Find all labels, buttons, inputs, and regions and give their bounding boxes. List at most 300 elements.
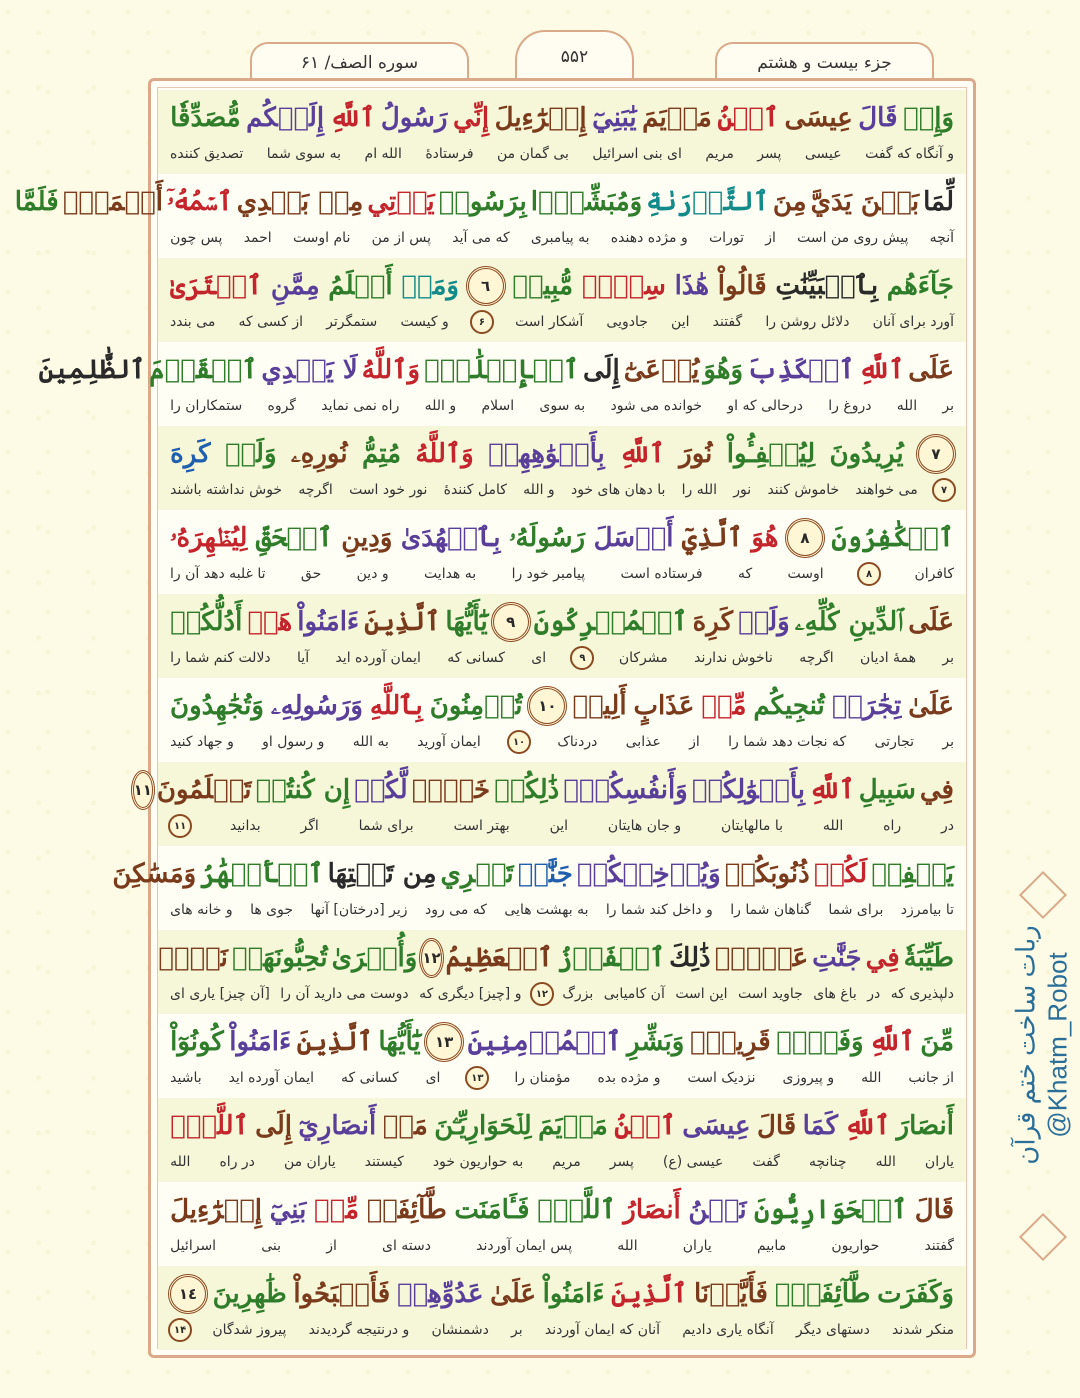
translation-word: از <box>326 1238 337 1254</box>
translation-word: بی گمان من <box>497 146 569 162</box>
arabic-text-row <box>168 1186 956 1234</box>
arabic-word: ٱلۡإِسۡلَٰمِۚ <box>424 355 579 385</box>
translation-word: دروغ را <box>828 398 872 414</box>
translation-word: آشکار است <box>515 314 584 330</box>
translation-word: برای شما <box>358 818 414 834</box>
ayah-number-marker-small: ۷ <box>932 478 956 502</box>
translation-word: منکر شدند <box>892 1322 954 1338</box>
ayah-number-marker: ١٢ <box>419 938 443 978</box>
arabic-word: ٱفۡتَرَىٰ <box>170 271 263 301</box>
translation-word: به پیامبری <box>530 230 590 246</box>
translation-word: و مژده دهنده <box>610 230 688 246</box>
translation-word: نام اوست <box>292 230 351 246</box>
arabic-word: وَمُبَشِّرَۢا <box>530 187 643 217</box>
translation-word: تجارتی <box>874 734 915 750</box>
verse-line <box>158 90 966 174</box>
arabic-word: أَنصَارِيٓ <box>298 1111 377 1141</box>
ayah-number-marker: ٩ <box>491 602 531 642</box>
translation-word: اگرچه <box>298 482 333 498</box>
arabic-word: وَمَسَٰكِنَ <box>112 859 197 889</box>
translation-word: به هدایت <box>424 566 477 582</box>
translation-word: خوانده می شود <box>610 398 703 414</box>
translation-word: کافران <box>914 566 954 582</box>
translation-word: همۀ ادیان <box>860 650 917 666</box>
translation-row <box>168 644 956 672</box>
translation-row <box>168 1316 956 1344</box>
translation-word: بر <box>942 650 954 666</box>
translation-word: الله <box>822 818 844 834</box>
translation-word: برای شما <box>828 902 884 918</box>
arabic-word: تُحِبُّونَهَاۖ <box>231 943 328 973</box>
arabic-word: تِجَٰرَةٖ <box>831 691 902 721</box>
arabic-word: تُؤۡمِنُونَ <box>429 691 523 721</box>
arabic-word: إِلَيۡكُم <box>246 103 325 133</box>
translation-word: دوست می دارید آن را <box>280 986 409 1002</box>
arabic-word: مُتِمُّ <box>361 439 402 469</box>
arabic-word: هُوَ <box>751 523 779 553</box>
arabic-word: قَالُواْ <box>717 271 767 301</box>
ayah-number-marker-small: ۱۰ <box>507 730 531 754</box>
verse-line <box>158 1266 966 1350</box>
verse-line <box>158 1014 966 1098</box>
verse-line <box>133 762 966 846</box>
arabic-word: عَلَىٰ <box>908 691 954 721</box>
translation-word: الله را <box>681 482 718 498</box>
arabic-word: هَٰذَا <box>674 271 710 301</box>
arabic-word: إِسۡرَٰٓءِيلَ <box>494 103 587 133</box>
verse-line <box>158 1182 966 1266</box>
arabic-word: فَـَٔامَنَت <box>454 1195 530 1225</box>
arabic-word: ٱلۡفَوۡزُ <box>557 943 666 973</box>
arabic-word: يَأۡتِي <box>367 187 435 217</box>
verse-line <box>158 930 966 1014</box>
verse-line <box>38 342 966 426</box>
translation-word: نزدیک است <box>687 1070 756 1086</box>
translation-word: در راه <box>219 1154 255 1170</box>
translation-word: و مژده بده <box>597 1070 661 1086</box>
arabic-word: نُورَ <box>679 439 713 469</box>
arabic-word: إِنِّي <box>452 103 490 133</box>
arabic-word: مَنۡ <box>382 1111 428 1141</box>
translation-row <box>168 980 956 1008</box>
translation-word: تا غلبه دهد آن را <box>170 566 266 582</box>
translation-word: پیروز شدگان <box>212 1322 287 1338</box>
arabic-word: ظَٰهِرِينَ <box>212 1279 287 1309</box>
translation-word: پس از من <box>371 230 432 246</box>
arabic-word: وَهُوَ <box>703 355 744 385</box>
arabic-word: إِلَى <box>255 1111 292 1141</box>
translation-row <box>168 1148 956 1176</box>
arabic-word: مِّنَ <box>920 1027 954 1057</box>
translation-word: ای بنی اسرائیل <box>592 146 682 162</box>
ayah-number-marker: ١٠ <box>527 686 567 726</box>
translation-word: ستمکاران را <box>170 398 243 414</box>
translation-word: جوی ها <box>250 902 294 918</box>
translation-word: دلالت کنم شما را <box>170 650 271 666</box>
translation-word: الله ام <box>364 146 402 162</box>
arabic-word: يَٰبَنِيٓ <box>592 103 637 133</box>
translation-word: و پیروزی <box>782 1070 835 1086</box>
arabic-word: عَلَى <box>908 607 954 637</box>
arabic-word: ٱلۡحَقِّ <box>255 523 333 553</box>
arabic-word: كَرِهَ <box>170 439 211 469</box>
translation-word: عیسی <box>804 146 842 162</box>
arabic-word: لِّمَا <box>923 187 954 217</box>
translation-word: تصدیق کننده <box>170 146 244 162</box>
translation-word: یاران <box>682 1238 712 1254</box>
arabic-word: وَبَشِّرِ <box>627 1027 685 1057</box>
arabic-word: عِيسَى <box>682 1111 751 1141</box>
arabic-word: عَذَابٍ <box>633 691 695 721</box>
translation-row <box>168 476 956 504</box>
arabic-word: مِمَّنِ <box>270 271 320 301</box>
ayah-number-marker-small: ۱۴ <box>168 1318 192 1342</box>
translation-word: و جهاد کنید <box>170 734 234 750</box>
arabic-text-row <box>168 1102 956 1150</box>
arabic-word: ٱلَّذِينَ <box>611 1279 688 1309</box>
ayah-number-marker-small: ۸ <box>857 562 881 586</box>
arabic-word: وَأَنفُسِكُمۡۚ <box>563 775 688 805</box>
arabic-word: أَظۡلَمُ <box>328 271 393 301</box>
arabic-word: ٱبۡنُ <box>614 1111 676 1141</box>
translation-word: دلائل روشن را <box>765 314 850 330</box>
juz-label: جزء بیست و هشتم <box>715 42 934 82</box>
arabic-text-row <box>133 766 956 814</box>
arabic-word: ٱلَّذِينَ <box>296 1027 373 1057</box>
arabic-word: رَسُولُ <box>380 103 448 133</box>
translation-word: آنچه <box>929 230 954 246</box>
verse-line <box>14 174 966 258</box>
arabic-word: ٱلظَّٰلِمِينَ <box>38 355 146 385</box>
arabic-word: نَحۡنُ <box>688 1195 747 1225</box>
translation-word: کسانی که <box>447 650 505 666</box>
translation-word: می بندد <box>170 314 216 330</box>
arabic-word: وَيُدۡخِلۡكُمۡ <box>576 859 721 889</box>
verse-lines <box>14 87 967 1349</box>
arabic-text-row <box>158 934 956 982</box>
arabic-word: أَنصَارُ <box>623 1195 681 1225</box>
arabic-word: تُنجِيكُم <box>753 691 825 721</box>
ayah-number-marker-small: ۱۲ <box>530 982 554 1006</box>
arabic-word: خَيۡرٞ <box>411 775 491 805</box>
translation-word: نور خود است <box>349 482 428 498</box>
translation-word: و دین <box>356 566 389 582</box>
arabic-word: أَحۡمَدُۖ <box>62 187 163 217</box>
translation-word: که <box>737 566 753 582</box>
arabic-word: وَٱللَّهُ <box>415 439 474 469</box>
translation-row <box>168 812 956 840</box>
arabic-word: إِلَى <box>582 355 620 385</box>
arabic-word: تَجۡرِي <box>440 859 514 889</box>
translation-word: که نجات دهد شما را <box>728 734 847 750</box>
arabic-word: ٱلۡمُؤۡمِنِينَ <box>467 1027 622 1057</box>
translation-word: بر <box>511 1322 523 1338</box>
arabic-word: لِلۡحَوَارِيِّـۧنَ <box>434 1110 532 1141</box>
translation-word: گفت <box>752 1154 780 1170</box>
arabic-word: مِن تَحۡتِهَا <box>327 859 437 889</box>
ayah-number-marker-small: ۱۱ <box>168 814 192 838</box>
arabic-word: ٱلۡقَوۡمَ <box>149 355 258 385</box>
translation-row <box>168 1064 956 1092</box>
arabic-word: ٱللَّهِ <box>869 1027 915 1057</box>
arabic-word: فَلَمَّا <box>14 187 59 217</box>
arabic-word: إِن كُنتُمۡ <box>255 775 351 805</box>
translation-word: جادویی <box>606 314 648 330</box>
translation-word: چنانچه <box>808 1154 847 1170</box>
translation-word: آن کامیابی <box>603 986 665 1002</box>
translation-word: اوست <box>787 566 824 582</box>
translation-word: ایمان آورده اید <box>335 650 421 666</box>
translation-word: بنی <box>261 1238 282 1254</box>
translation-word: پس چون <box>170 230 223 246</box>
translation-word: خوش نداشته باشند <box>170 482 283 498</box>
translation-word: و رسول او <box>262 734 325 750</box>
verse-line <box>112 846 966 930</box>
arabic-word: وَكَفَرَت <box>877 1279 954 1309</box>
arabic-word: ذَٰلِكَ <box>669 943 711 973</box>
translation-row <box>168 308 956 336</box>
translation-word: بزرگ <box>562 986 594 1002</box>
arabic-word: وَرَسُولِهِۦ <box>270 690 363 721</box>
ayah-number-marker-small: ۶ <box>470 310 494 334</box>
translation-word: تا بیامرزد <box>900 902 954 918</box>
translation-word: در <box>941 818 954 834</box>
translation-word: به حواریون خود <box>432 1154 524 1170</box>
translation-row <box>168 728 956 756</box>
arabic-word: طَّآئِفَةٞۖ <box>774 1279 871 1309</box>
translation-word: پس ایمان آوردند <box>476 1238 573 1254</box>
arabic-word: لِيُطۡفِـُٔواْ <box>726 439 816 469</box>
translation-word: آورد برای آنان <box>872 314 954 330</box>
translation-word: کامل کنندۀ <box>443 482 507 498</box>
translation-word: یاران <box>924 1154 954 1170</box>
ayah-number-marker: ٧ <box>916 434 956 474</box>
translation-word: ای <box>531 650 547 666</box>
translation-word: عیسی (ع) <box>662 1154 724 1170</box>
arabic-word: مَرۡيَمَ <box>642 103 712 133</box>
translation-word: الله <box>170 1154 191 1170</box>
arabic-text-row <box>168 1270 956 1318</box>
translation-word: کیستند <box>364 1154 404 1170</box>
surah-label: سوره الصف/ ۶۱ <box>250 42 469 82</box>
arabic-text-row <box>168 1018 956 1066</box>
arabic-word: بِٱلۡهُدَىٰ <box>400 523 501 553</box>
arabic-word: وَدِينِ <box>341 523 393 553</box>
arabic-word: تَعۡلَمُونَ <box>156 775 252 805</box>
translation-word: نور <box>733 482 752 498</box>
translation-word: باشید <box>170 1070 202 1086</box>
translation-word: این است <box>675 986 728 1002</box>
arabic-word: طَيِّبَةٗ <box>903 943 954 973</box>
arabic-text-row <box>14 178 956 226</box>
arabic-word: نَصۡرٞ <box>158 943 228 973</box>
translation-word: و جان هایتان <box>607 818 682 834</box>
verse-line <box>158 1098 966 1182</box>
translation-word: درحالی که او <box>727 398 803 414</box>
translation-word: کسانی که <box>341 1070 399 1086</box>
arabic-word: قَرِيبٞۗ <box>689 1027 771 1057</box>
arabic-word: ٱلۡكَٰفِرُونَ <box>831 523 954 553</box>
quran-page-frame <box>14 78 976 1358</box>
arabic-word: لَا يَهۡدِي <box>261 355 358 385</box>
arabic-word: ءَامَنُواْ <box>542 1279 605 1309</box>
translation-word: ایمان آورید <box>417 734 481 750</box>
translation-word: ای <box>425 1070 441 1086</box>
translation-word: الله <box>875 1154 896 1170</box>
arabic-word: ٱلۡعَظِيمُ <box>445 943 554 973</box>
translation-word: عذابی <box>625 734 661 750</box>
arabic-word: جَنَّٰتٖ <box>517 859 573 889</box>
arabic-word: ٱلۡكَذِبَ <box>747 355 855 385</box>
arabic-word: عِيسَى <box>784 103 853 133</box>
translation-word: با مالهایتان <box>721 818 784 834</box>
translation-word: راه <box>883 818 902 834</box>
arabic-word: بَيۡنَ يَدَيَّ <box>810 187 920 217</box>
translation-word: مؤمنان را <box>514 1070 571 1086</box>
translation-word: الله <box>617 1238 638 1254</box>
translation-word: که می رود <box>424 902 487 918</box>
watermark-title: ربات ساخت ختم قرآن <box>1011 925 1042 1165</box>
translation-row <box>168 224 956 252</box>
arabic-word: عَلَىٰ <box>490 1279 536 1309</box>
arabic-text-row <box>168 262 956 310</box>
arabic-word: أَلِيمٖ <box>572 691 627 721</box>
arabic-word: مُّبِينٞ <box>512 271 574 301</box>
watermark <box>1012 880 1072 1210</box>
translation-word: احمد <box>243 230 272 246</box>
translation-word: از <box>689 734 700 750</box>
translation-word: باغ های <box>813 986 857 1002</box>
arabic-word: فَأَيَّدۡنَا <box>694 1279 768 1309</box>
translation-row <box>168 392 956 420</box>
arabic-text-row <box>112 850 956 898</box>
translation-word: یاران من <box>283 1154 336 1170</box>
translation-word: راه نمی نماید <box>321 398 400 414</box>
arabic-word: أَدُلُّكُمۡ <box>170 607 243 637</box>
arabic-word: وَإِذۡ <box>903 103 954 133</box>
arabic-word: بِٱلۡبَيِّنَٰتِ <box>775 271 879 301</box>
arabic-word: يُرِيدُونَ <box>829 439 904 469</box>
translation-word: از کسی که <box>238 314 304 330</box>
translation-word: پسر <box>757 146 782 162</box>
arabic-word: وَأُخۡرَىٰ <box>331 943 418 973</box>
arabic-word: وَتُجَٰهِدُونَ <box>170 691 264 721</box>
arabic-word: فِي <box>865 943 900 973</box>
translation-word: الله <box>896 398 918 414</box>
watermark-handle: @Khatm_Robot <box>1043 952 1074 1138</box>
arabic-word: مِّنۢ <box>313 1195 360 1225</box>
translation-row <box>168 1232 956 1260</box>
arabic-word: ٱلدِّينِ كُلِّهِۦ <box>794 606 904 637</box>
translation-word: این <box>549 818 569 834</box>
arabic-word: قَالَ <box>914 1195 954 1225</box>
translation-word: حق <box>300 566 322 582</box>
ayah-number-marker: ٦ <box>466 266 506 306</box>
arabic-word: لِيُظۡهِرَهُۥ <box>170 522 248 553</box>
arabic-word: سَبِيلِ <box>858 775 916 805</box>
translation-word: به الله <box>352 734 389 750</box>
translation-word: گروه <box>267 398 296 414</box>
arabic-word: مِّنۡ <box>701 691 747 721</box>
translation-word: این <box>671 314 690 330</box>
translation-row <box>168 896 956 924</box>
arabic-word: يَٰٓأَيُّهَا <box>445 607 488 637</box>
translation-word: تورات <box>709 230 744 246</box>
translation-word: اگر <box>300 818 319 834</box>
translation-word: از جانب <box>908 1070 954 1086</box>
arabic-word: نُورِهِۦ <box>290 438 348 469</box>
arabic-word: بِٱللَّهِ <box>369 691 423 721</box>
translation-word: و درنتیجه گردیدند <box>308 1322 410 1338</box>
translation-word: ستمگرتر <box>326 314 378 330</box>
arabic-word: وَفَتۡحٞ <box>776 1027 864 1057</box>
translation-row <box>168 140 956 168</box>
translation-word: زیر [درختان] آنها <box>310 902 408 918</box>
translation-word: بر <box>942 398 954 414</box>
arabic-word: ٱلَّذِيٓ <box>681 523 743 553</box>
arabic-word: وَٱللَّهُ <box>361 355 421 385</box>
arabic-word: ٱسۡمُهُۥٓ <box>166 186 233 217</box>
translation-word: حواریون <box>831 1238 880 1254</box>
ayah-number-marker: ١٣ <box>424 1022 464 1062</box>
arabic-text-row <box>168 598 956 646</box>
translation-word: بهتر است <box>453 818 510 834</box>
translation-word: گفتند <box>712 314 743 330</box>
arabic-word: ٱبۡنُ <box>717 103 780 133</box>
arabic-word: لَكُمۡ <box>813 859 868 889</box>
arabic-word: فِي <box>919 775 954 805</box>
arabic-word: رَسُولَهُۥ <box>508 522 586 553</box>
translation-word: خاموش کنند <box>767 482 840 498</box>
arabic-word: فَأَصۡبَحُواْ <box>293 1279 391 1309</box>
verse-line <box>158 426 966 510</box>
arabic-text-row <box>168 682 956 730</box>
translation-word: مشرکان <box>618 650 668 666</box>
translation-word: و داخل کند شما را <box>605 902 713 918</box>
translation-word: و الله <box>523 482 555 498</box>
arabic-word: مِنۢ بَعۡدِي <box>236 187 364 217</box>
translation-word: آیا <box>297 650 310 666</box>
translation-word: در <box>867 986 881 1002</box>
arabic-word: إِسۡرَٰٓءِيلَ <box>170 1195 263 1225</box>
arabic-word: جَنَّٰتِ <box>812 943 862 973</box>
translation-word: و خانه های <box>170 902 233 918</box>
verse-line <box>158 258 966 342</box>
translation-word: و الله <box>424 398 457 414</box>
arabic-text-row <box>168 430 956 478</box>
translation-word: اگرچه <box>799 650 834 666</box>
arabic-word: مَرۡيَمَ <box>538 1111 608 1141</box>
arabic-word: ٱلۡمُشۡرِكُونَ <box>533 607 688 637</box>
arabic-word: ٱللَّهِۖ <box>170 1111 249 1141</box>
arabic-word: وَمَنۡ <box>401 271 459 301</box>
translation-word: به سوی شما <box>266 146 342 162</box>
arabic-text-row <box>168 94 956 142</box>
ayah-number-marker: ١١ <box>131 770 155 810</box>
translation-word: مریم <box>552 1154 581 1170</box>
translation-word: مابیم <box>756 1238 787 1254</box>
translation-word: پیامبر خود را <box>511 566 586 582</box>
arabic-word: ءَامَنُواْ <box>297 607 360 637</box>
translation-word: ایمان آورده اید <box>228 1070 315 1086</box>
arabic-word: كَمَا <box>802 1111 838 1141</box>
translation-word: به بهشت هایی <box>504 902 589 918</box>
arabic-word: وَلَوۡ <box>224 439 277 469</box>
arabic-word: عَدُوِّهِمۡ <box>396 1279 484 1309</box>
translation-row <box>168 560 956 588</box>
arabic-word: أَرۡسَلَ <box>593 523 674 553</box>
arabic-word: عَدۡنٖۚ <box>714 943 809 973</box>
